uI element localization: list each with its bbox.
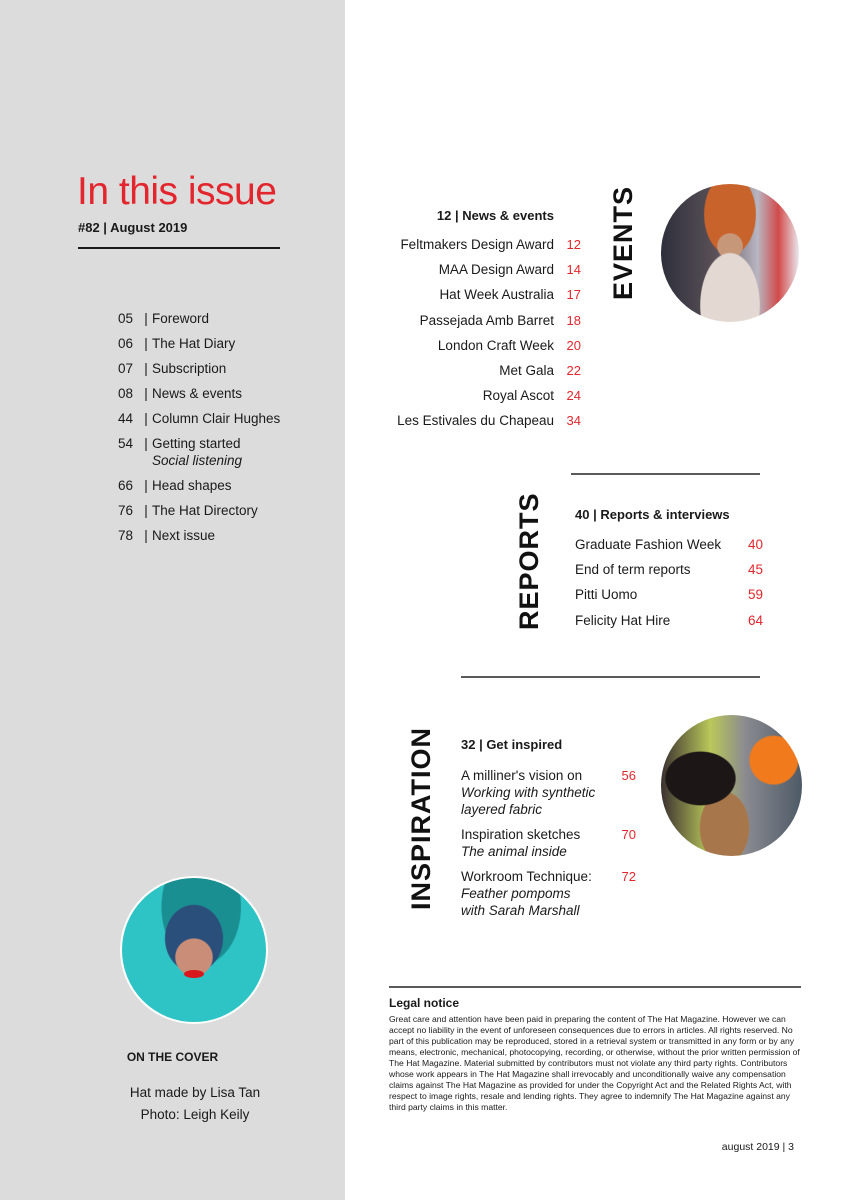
events-item[interactable] [397,363,581,388]
item-page: 17 [566,287,581,303]
contents-page: 78 [118,528,134,543]
reports-item[interactable] [575,613,763,638]
item-label: Graduate Fashion Week [575,537,722,552]
separator: | [144,361,148,376]
item-subtitle: with Sarah Marshall [461,903,580,918]
cover-heading: ON THE COVER [126,1050,219,1064]
item-label: Royal Ascot [482,388,554,404]
contents-list [118,310,280,552]
contents-item[interactable] [118,527,280,544]
contents-label: The Hat Diary [152,336,236,351]
contents-item[interactable] [118,477,280,494]
contents-item[interactable] [118,410,280,427]
contents-page: 05 [118,311,134,326]
events-heading: 12 | News & events [436,208,554,223]
section-label-inspiration: INSPIRATION [406,726,436,910]
contents-page: 44 [118,411,134,426]
item-label: MAA Design Award [438,262,554,278]
item-page: 59 [747,587,763,603]
cover-photo-detail [184,970,204,978]
reports-heading: 40 | Reports & interviews [575,507,730,522]
item-page: 18 [566,312,581,328]
separator: | [144,528,148,543]
item-label: A milliner's vision on [461,768,583,783]
contents-item[interactable] [118,435,280,469]
page-title: In this issue [77,170,277,213]
inspiration-photo [661,715,802,856]
section-label-events: EVENTS [608,185,638,300]
contents-subtitle: Social listening [152,453,243,468]
events-list [397,237,581,439]
legal-text: Great care and attention have been paid in preparing the content of The Hat Magazine. However we can accept no liability in the event of unforeseen consequences due to errors in articles. All rights reserved. No part of this publication may be reproduced, stored in a retrieval system or transmitted in any form or by any means, electronic, mechanical, photocopying, recording, or otherwise, without the prior written permission of The Hat Magazine. Material submitted by contributors must not violate any third party rights. Contributors whose work appears in The Hat Magazine shall irrevocably and unconditionally waive any compensation claims against The Hat Magazine as provided for under the Copyright Act and the Related Rights Act, with respect to image rights, resale and lending rights. They agree to indemnify The Hat Magazine against any third party claims in this matter. [389,1014,800,1112]
reports-item[interactable] [575,587,763,612]
legal-heading: Legal notice [389,996,460,1010]
contents-label: Next issue [152,528,216,543]
inspiration-list [461,767,636,927]
item-subtitle: Feather pompoms [461,886,571,901]
separator: | [144,411,148,426]
separator: | [144,503,148,518]
contents-item[interactable] [118,310,280,327]
separator: | [144,311,148,326]
item-label: End of term reports [575,562,691,578]
contents-label: Head shapes [152,478,232,493]
item-subtitle: layered fabric [461,802,543,817]
events-item[interactable] [397,262,581,287]
contents-page: 06 [118,336,134,351]
events-item[interactable] [397,313,581,338]
cover-photo [120,876,268,1024]
item-page: 40 [747,537,763,552]
contents-page: 54 [118,436,134,451]
contents-item[interactable] [118,502,280,519]
item-label: Pitti Uomo [575,587,638,603]
inspiration-item[interactable] [461,826,636,860]
item-subtitle: Working with synthetic [461,785,596,800]
cover-credit-hat: Hat made by Lisa Tan [129,1085,261,1100]
item-page: 20 [566,337,581,353]
separator: | [144,478,148,493]
contents-label: Foreword [152,311,210,326]
inspiration-item[interactable] [461,868,636,919]
separator: | [144,436,148,451]
item-subtitle: The animal inside [461,844,567,859]
events-item[interactable] [397,338,581,363]
item-page: 56 [621,768,636,783]
title-divider [78,247,280,249]
contents-label: The Hat Directory [152,503,258,518]
contents-page: 07 [118,361,134,376]
events-item[interactable] [397,388,581,413]
separator: | [144,336,148,351]
item-page: 64 [747,612,763,628]
inspiration-heading: 32 | Get inspired [461,737,563,752]
item-page: 24 [566,388,581,404]
item-label: Hat Week Australia [439,287,554,303]
reports-list [575,537,763,638]
page-folio: august 2019 | 3 [721,1141,794,1153]
item-page: 72 [621,869,636,884]
contents-label: Getting started [152,436,241,451]
item-label: Felicity Hat Hire [575,612,671,628]
section-divider [571,473,760,475]
section-divider [461,676,760,678]
contents-label: Subscription [152,361,227,376]
item-label: Passejada Amb Barret [419,312,554,328]
contents-item[interactable] [118,335,280,352]
contents-item[interactable] [118,360,280,377]
item-label: Inspiration sketches [461,827,581,842]
contents-page: 76 [118,503,134,518]
contents-label: Column Clair Hughes [152,411,281,426]
legal-divider [389,986,801,988]
contents-page: 66 [118,478,134,493]
item-page: 22 [566,362,581,378]
events-item[interactable] [397,287,581,312]
cover-credit-photo: Photo: Leigh Keily [140,1107,250,1122]
separator: | [144,386,148,401]
events-item[interactable] [397,413,581,438]
contents-item[interactable] [118,385,280,402]
item-label: London Craft Week [437,337,554,353]
issue-number: #82 | August 2019 [78,220,188,235]
inspiration-item[interactable] [461,767,636,818]
contents-page: 08 [118,386,134,401]
events-item[interactable] [397,237,581,262]
item-label: Met Gala [499,362,554,378]
item-page: 14 [566,262,581,278]
item-page: 70 [621,827,636,842]
contents-label: News & events [152,386,243,401]
events-photo [661,184,799,322]
section-label-reports: REPORTS [514,492,544,630]
item-label: Feltmakers Design Award [400,237,554,252]
item-label: Les Estivales du Chapeau [397,413,554,429]
item-page: 12 [566,237,581,252]
reports-item[interactable] [575,562,763,587]
reports-item[interactable] [575,537,763,562]
item-page: 34 [566,413,581,429]
item-label: Workroom Technique: [461,869,592,884]
item-page: 45 [747,562,763,578]
